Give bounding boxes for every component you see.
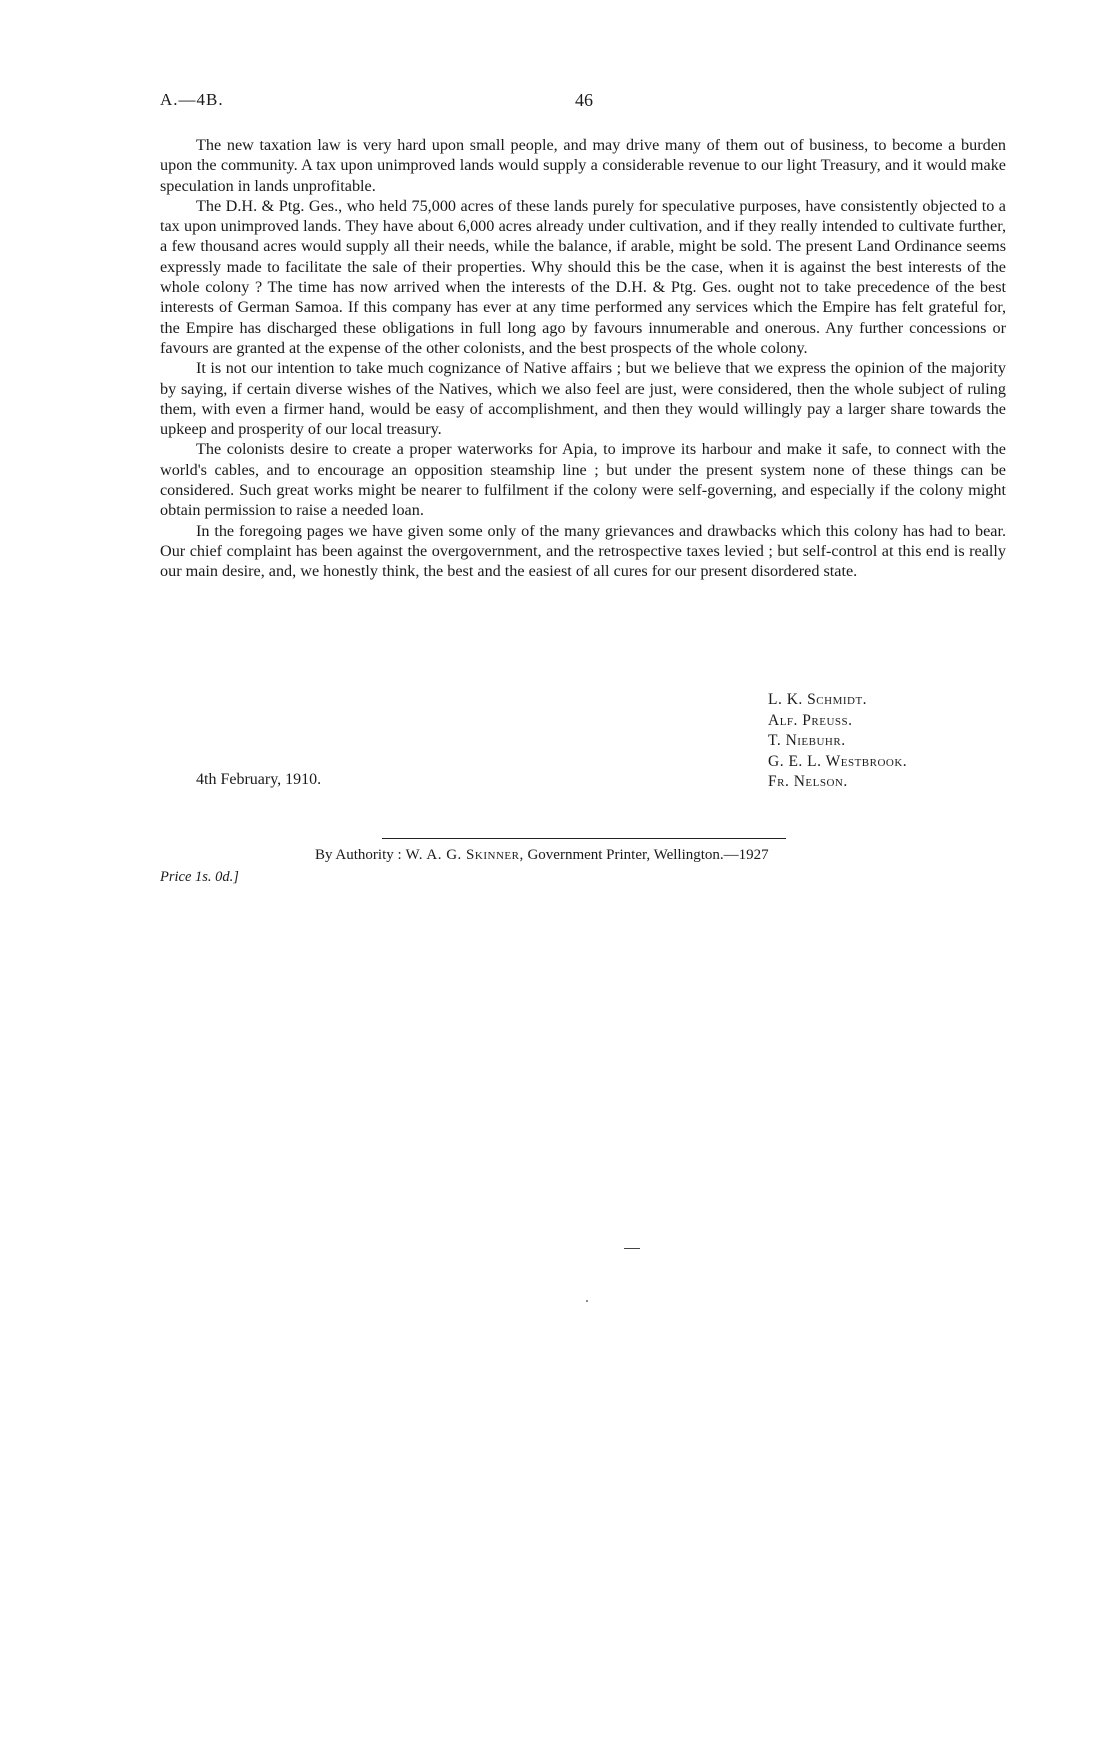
imprint-suffix: Government Printer, Wellington.—1927 xyxy=(527,847,769,863)
signatory: Alf. Preuss. xyxy=(768,711,853,729)
stray-dot-mark xyxy=(586,1300,588,1302)
signatory: L. K. Schmidt. xyxy=(768,691,868,708)
signatory: T. Niebuhr. xyxy=(768,732,846,749)
imprint-rule xyxy=(382,838,786,839)
paragraph: The new taxation law is very hard upon small people, and may drive many of them out of business, to become a burden upon the community. A tax upon unimproved lands would supply a considerable revenue to our light Treasury, and it would make speculation in lands unprofitable. xyxy=(160,136,1006,195)
paragraph: The D.H. & Ptg. Ges., who held 75,000 acres of these lands purely for speculative purposes, have consistently objected to a tax upon unimproved lands. They have about 6,000 acres already under cultivation, and if they really intended to cultivate further, a few thousand acres would supply all their needs, while the balance, if arable, might be sold. The present Land Ordinance seems expressly made to facilitate the sale of their properties. Why should this be the case, when it is against the best interests of the whole colony ? The time has now arrived when the interests of the D.H. & Ptg. Ges. ought not to take precedence of the best interests of German Samoa. If this company has ever at any time performed any services which the Empire has felt grateful for, the Empire has discharged these obligations in full long ago by favours innumerable and onerous. Any further concessions or favours are granted at the expense of the other colonists, and the best prospects of the whole colony. xyxy=(160,196,1006,357)
paragraph: The colonists desire to create a proper waterworks for Apia, to improve its harbour and make it safe, to connect with the world's cables, and to encourage an opposition steamship line ; but under the present system none of these things can be considered. Such great works might be nearer to fulfilment if the colony were self-governing, and especially if the colony might obtain permission to raise a needed loan. xyxy=(160,440,1006,520)
date-line: 4th February, 1910. xyxy=(196,771,322,788)
price-note: Price 1s. 0d.] xyxy=(160,869,239,885)
paragraph: It is not our intention to take much cognizance of Native affairs ; but we believe that we express the opinion of the majority by saying, if certain diverse wishes of the Natives, which we also feel are just, were considered, then the whole subject of ruling them, with even a firmer hand, would be easy of accomplishment, and then they would willingly pay a larger share towards the upkeep and prosperity of our local treasury. xyxy=(160,359,1006,439)
imprint-prefix: By Authority : xyxy=(315,847,402,863)
document-reference: A.—4B. xyxy=(160,90,224,109)
page-number: 46 xyxy=(575,90,593,110)
paragraph: In the foregoing pages we have given some only of the many grievances and drawbacks which this colony has had to bear. Our chief complaint has been against the overgovernment, and the retrospective taxes levied ; but self-control at this end is really our main desire, and, we honestly think, the best and the easiest of all cures for our present disordered state. xyxy=(160,521,1006,581)
printer-name: W. A. G. Skinner, xyxy=(405,847,524,863)
signatory: G. E. L. Westbrook. xyxy=(768,752,908,770)
signatory: Fr. Nelson. xyxy=(768,773,848,790)
body-text xyxy=(160,135,1006,582)
page-header xyxy=(160,90,1006,114)
signatories xyxy=(768,690,907,793)
stray-dash-mark xyxy=(624,1248,640,1249)
printer-imprint xyxy=(315,847,769,864)
